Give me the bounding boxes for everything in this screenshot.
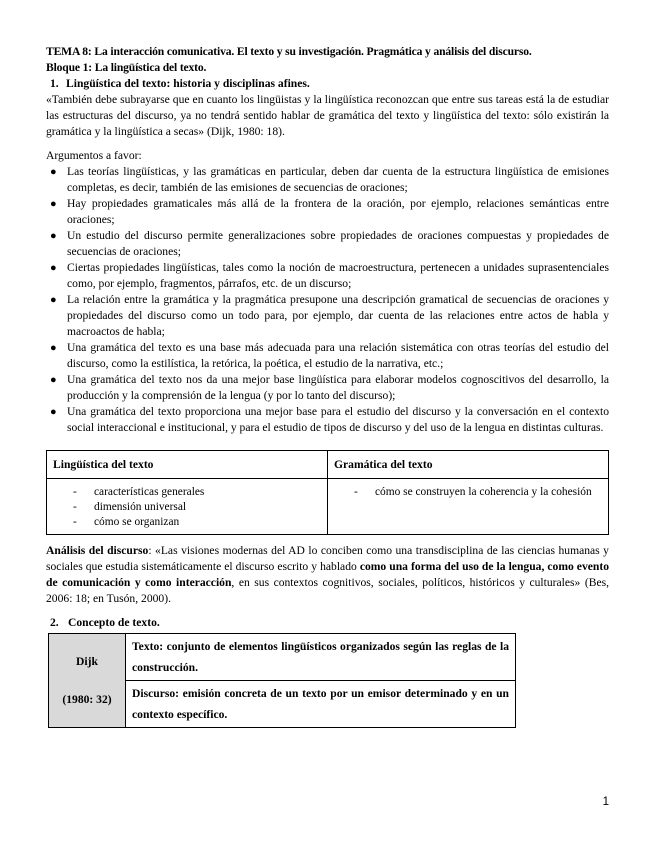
linguistica-item-text: cómo se organizan: [94, 516, 180, 528]
analisis-discurso-paragraph: [46, 543, 609, 607]
linguistica-item: [53, 500, 321, 515]
bullet-icon: ●: [50, 166, 57, 178]
comparison-table: [46, 450, 609, 535]
arguments-list: [46, 164, 609, 436]
argument-item: [46, 292, 609, 340]
dijk-quote: «También debe subrayarse que en cuanto los lingüistas y la lingüística reconozcan que entre sus tareas está la de estudiar las estructuras del discurso, ya no tendrá sentido hablar de gramática del texto y lingüística del texto: sólo existirán la gramática y la lingüística a secas» (Dijk, 1980: 18).: [46, 93, 609, 138]
argument-item: [46, 372, 609, 404]
bullet-icon: ●: [50, 342, 57, 354]
table-header-linguistica: Lingüística del texto: [47, 451, 328, 479]
argument-text: Ciertas propiedades lingüísticas, tales como la noción de macroestructura, pertenecen a unidades suprasentenciales como, por ejemplo, fragmentos, párrafos, etc. de un discurso;: [67, 261, 609, 290]
argument-text: Un estudio del discurso permite generalizaciones sobre propiedades de oraciones compuestas y propiedades de secuencias de oraciones;: [67, 229, 609, 258]
gramatica-item-text: cómo se construyen la coherencia y la cohesión: [375, 486, 592, 498]
table-cell-linguistica: [47, 479, 328, 535]
bullet-icon: ●: [50, 262, 57, 274]
bullet-icon: ●: [50, 374, 57, 386]
dash-marker: -: [73, 501, 77, 513]
argument-item: [46, 228, 609, 260]
argument-item: [46, 164, 609, 196]
argument-item: [46, 260, 609, 292]
gramatica-item: [334, 485, 602, 500]
dash-marker: -: [73, 486, 77, 498]
texto-def: conjunto de elementos lingüísticos organizados según las reglas de la construcción.: [132, 640, 509, 674]
section1-number: 1.: [50, 77, 59, 90]
section1-title: Lingüística del texto: historia y disciplinas afines.: [66, 77, 310, 90]
ad-label: Análisis del discurso: [46, 544, 149, 557]
discurso-label: Discurso:: [132, 687, 180, 700]
author-cell: [49, 634, 126, 728]
argument-item: [46, 404, 609, 436]
argument-text: Una gramática del texto es una base más adecuada para una relación sistemática con otras teorías del estudio del discurso, como la estilística, la retórica, la poética, el estudio de la narrativa, etc.;: [67, 341, 609, 370]
discurso-definition: [126, 681, 516, 728]
table-header-gramatica: Gramática del texto: [328, 451, 609, 479]
argument-item: [46, 196, 609, 228]
tema-heading: TEMA 8: La interacción comunicativa. El texto y su investigación. Pragmática y análisis del discurso.: [46, 45, 532, 58]
ad-text-a: : «Las visiones modernas del AD lo conciben como una transdisciplina de las ciencias humanas y sociales que estudia sistemáticamente el discurso escrito y hablado: [46, 544, 609, 573]
table-cell-gramatica: [328, 479, 609, 535]
argument-text: La relación entre la gramática y la pragmática presupone una descripción gramatical de secuencias de oraciones y propiedades del discurso como un todo para, por ejemplo, dar cuenta de las relaciones entre actos de habla y macroactos de habla;: [67, 293, 609, 338]
texto-definition: [126, 634, 516, 681]
arguments-heading: Argumentos a favor:: [46, 149, 142, 162]
ad-text-bold: como una forma del uso de la lengua, como evento de comunicación y como interacción: [46, 560, 609, 589]
section2-heading: [46, 615, 609, 631]
bullet-icon: ●: [50, 198, 57, 210]
discurso-def: emisión concreta de un texto por un emisor determinado y en un contexto específico.: [132, 687, 509, 721]
linguistica-item: [53, 485, 321, 500]
section2-title: Concepto de texto.: [68, 616, 160, 629]
bullet-icon: ●: [50, 230, 57, 242]
argument-text: Una gramática del texto nos da una mejor base lingüística para elaborar modelos cognoscitivos del desarrollo, la producción y la comprensión de la lengua (y por lo tanto del discurso);: [67, 373, 609, 402]
argument-text: Hay propiedades gramaticales más allá de la frontera de la oración, por ejemplo, relaciones semánticas entre oraciones;: [67, 197, 609, 226]
concept-table: [48, 633, 516, 728]
linguistica-item-text: dimensión universal: [94, 501, 187, 513]
argument-item: [46, 340, 609, 372]
texto-label: Texto:: [132, 640, 164, 653]
argument-text: Una gramática del texto proporciona una mejor base para el estudio del discurso y la conversación en el contexto social interaccional e institucional, y para el estudio de tipos de discurso y del uso de la lengua en distintas culturas.: [67, 405, 609, 434]
bloque-heading: Bloque 1: La lingüística del texto.: [46, 61, 207, 74]
bullet-icon: ●: [50, 294, 57, 306]
author-spacer: [49, 670, 125, 692]
author-name: Dijk: [76, 654, 98, 668]
dash-marker: -: [73, 516, 77, 528]
ad-text-b: , en sus contextos cognitivos, sociales, políticos, históricos y culturales» (Bes, 2006: 18; en Tusón, 2000).: [46, 576, 610, 605]
spacer: [46, 140, 609, 148]
linguistica-item-text: características generales: [94, 486, 205, 498]
bullet-icon: ●: [50, 406, 57, 418]
section1-heading: [46, 76, 609, 92]
section2-number: 2.: [50, 616, 59, 629]
dash-marker: -: [354, 486, 358, 498]
document-body: [46, 44, 609, 728]
author-year: (1980: 32): [62, 692, 112, 706]
linguistica-item: [53, 515, 321, 530]
argument-text: Las teorías lingüísticas, y las gramáticas en particular, deben dar cuenta de la estructura lingüística de emisiones completas, es decir, también de las emisiones de secuencias de oraciones;: [67, 165, 609, 194]
page-number: 1: [602, 796, 609, 808]
